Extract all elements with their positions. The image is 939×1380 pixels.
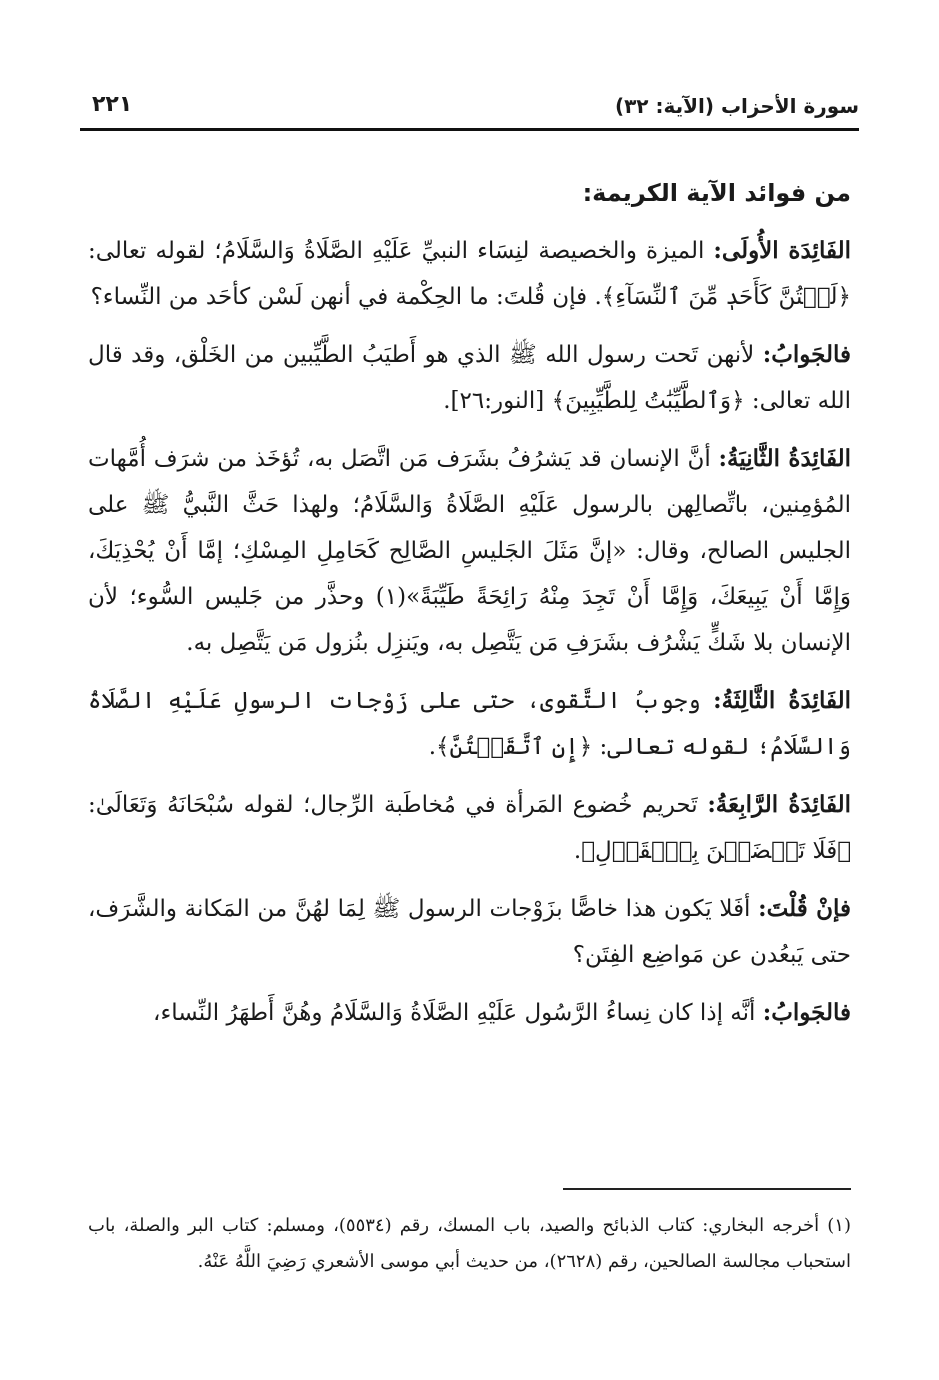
paragraph-benefit-3 (88, 678, 851, 770)
paragraph-lead: فالجَوابُ: (762, 341, 851, 368)
paragraph-question (88, 886, 851, 978)
paragraph-text: الميزة والخصيصة لنِسَاء النبيِّ عَلَيْهِ الصَّلَاةُ وَالسَّلَامُ؛ لقوله تعالى: ﴿لَسۡتُنَّ كَأَحَدٖ مِّنَ ٱلنِّسَآءِ﴾. فإن قُلتَ: ما الحِكْمة في أنهن لَسْن كأحَد من النِّساء؟ (88, 238, 851, 310)
paragraph-lead: فإنْ قُلْتَ: (758, 895, 851, 922)
paragraph-lead: الفَائِدَةُ الثَّانِيَةُ: (718, 445, 851, 472)
page-number: ٢٢١ (92, 92, 133, 117)
main-text (88, 170, 851, 1048)
paragraph-text: أنَّ الإنسان قد يَشرُفُ بشَرَف مَن اتَّصَل به، تُؤخَذ من شرَف أُمَّهات المُؤمِنين، باتِّصالِهن بالرسول عَلَيْهِ الصَّلَاةُ وَالسَّلَامُ؛ ولهذا حَثَّ النَّبيُّ ﷺ على الجليس الصالح، وقال: «إنَّ مَثَلَ الجَليسِ الصَّالِح كَحَامِلِ المِسْكِ؛ إمَّا أَنْ يُحْذِيَكَ، وَإِمَّا أَنْ يَبِيعَكَ، وَإِمَّا أَنْ تَجِدَ مِنْهُ رَائِحَةً طَيِّبَةً»(١) وحذَّر من جَليس السُّوء؛ لأن الإنسان بلا شَكٍّ يَشْرُف بشَرَفِ مَن يَتَّصِل به، ويَنزِل بنُزول مَن يَتَّصِل به. (88, 446, 851, 656)
footnotes (88, 1208, 851, 1280)
page-header (80, 92, 859, 128)
paragraph-lead: الفَائِدَةُ الرَّابِعَةُ: (707, 791, 851, 818)
paragraph-lead: فالجَوابُ: (762, 999, 851, 1026)
paragraph-text: لأنهن تَحت رسول الله ﷺ الذي هو أَطيَبُ الطَّيِّبين من الخَلْق، وقد قال الله تعالى: ﴿وَٱلطَّيِّبَٰتُ لِلطَّيِّبِينَ﴾ [النور:٢٦]. (88, 342, 851, 414)
paragraph-text: أفَلا يَكون هذا خاصًّا بزَوْجات الرسول ﷺ لِمَا لهُنَّ من المَكانة والشَّرَف، حتى يَبعُدن عن مَواضِع الفِتَن؟ (88, 896, 851, 968)
footnote-rule (563, 1188, 851, 1190)
paragraph-answer-2 (88, 990, 851, 1036)
paragraph-benefit-4 (88, 782, 851, 874)
paragraph-benefit-1 (88, 228, 851, 320)
header-rule (80, 128, 859, 131)
paragraph-benefit-2 (88, 436, 851, 666)
paragraph-text: أنَّه إذا كان نِساءُ الرَّسُول عَلَيْهِ الصَّلَاةُ وَالسَّلَامُ وهُنَّ أَطهَرُ النِّساء، (153, 1000, 763, 1026)
paragraph-answer-1 (88, 332, 851, 424)
footnote-1: (١) أخرجه البخاري: كتاب الذبائح والصيد، باب المسك، رقم (٥٥٣٤)، ومسلم: كتاب البر والصلة، باب استحباب مجالسة الصالحين، رقم (٢٦٢٨)، من حديث أبي موسى الأشعري رَضِيَ اللَّهُ عَنْهُ. (88, 1215, 851, 1272)
section-heading: من فوائد الآية الكريمة: (582, 179, 851, 207)
running-title: سورة الأحزاب (الآية: ٣٢) (614, 94, 859, 118)
paragraph-lead: الفَائِدَةُ الثَّالِثَةُ: (713, 687, 851, 714)
paragraph-text: وجوبُ التَّقوى، حتى على زَوْجات الرسولِ عَلَيْهِ الصَّلَاةُ وَالسَّلَامُ؛ لقوله تعالى: ﴿إِنِ ٱتَّقَيۡتُنَّ﴾. (88, 688, 851, 760)
paragraph-lead: الفَائِدَة الأُولَى: (713, 237, 852, 264)
paragraph-text: تَحريم خُضوع المَرأة في مُخاطَبة الرِّجال؛ لقوله سُبْحَانَهُ وَتَعَالَىٰ: ﴿فَلَا تَخۡضَعۡنَ بِٱلۡقَوۡلِ﴾. (88, 792, 851, 864)
